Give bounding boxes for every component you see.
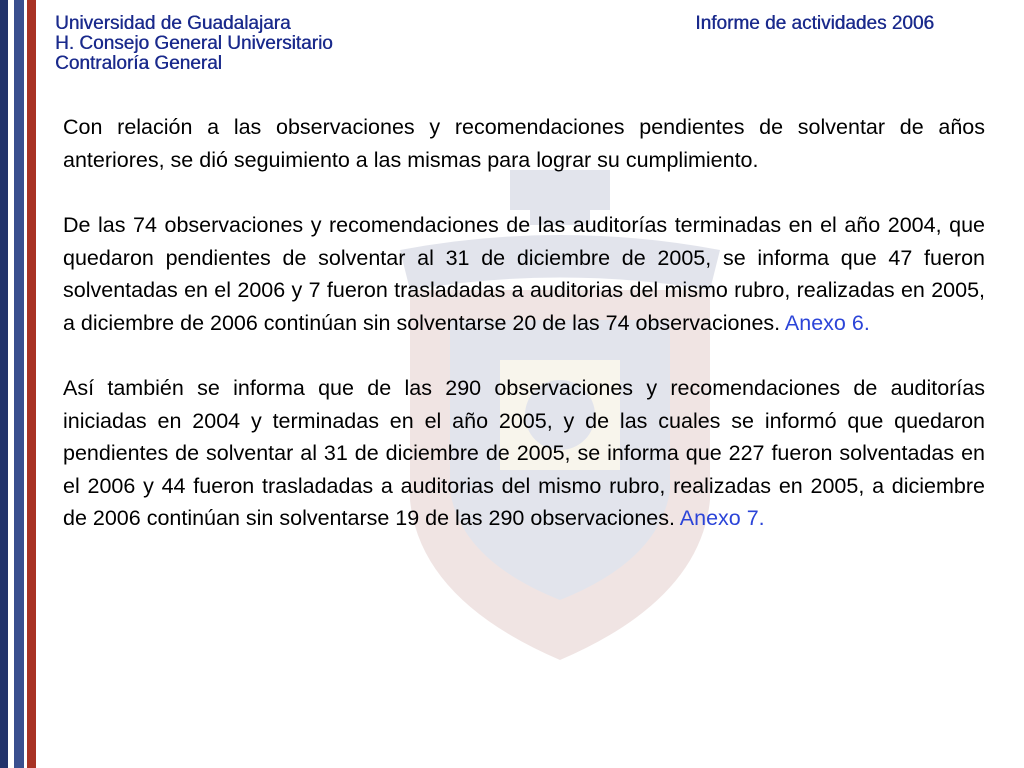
paragraph-intro-text: Con relación a las observaciones y recomendaciones pendientes de solventar de años anteriores, se dió seguimiento a las mismas para lograr su cumplimiento. bbox=[63, 115, 985, 172]
slide-body bbox=[63, 111, 985, 568]
institution-council: H. Consejo General Universitario bbox=[55, 33, 333, 54]
institution-university: Universidad de Guadalajara bbox=[55, 13, 291, 34]
left-stripe-blue bbox=[14, 0, 24, 768]
paragraph-intro bbox=[63, 111, 985, 176]
anexo-7-link[interactable]: Anexo 7. bbox=[679, 506, 765, 530]
left-stripe-white bbox=[36, 0, 38, 768]
paragraph-2005-observations bbox=[63, 372, 985, 535]
left-stripe-blue-dark bbox=[0, 0, 8, 768]
institution-office: Contraloría General bbox=[55, 53, 222, 74]
paragraph-2004-text: De las 74 observaciones y recomendaciones de las auditorías terminadas en el año 2004, que quedaron pendientes de solventar al 31 de diciembre de 2005, se informa que 47 fueron solventadas en el 2006 y 7 fueron trasladadas a auditorias del mismo rubro, realizadas en 2005, a diciembre de 2006 continúan sin solventarse 20 de las 74 observaciones. bbox=[63, 213, 985, 335]
institution-block bbox=[55, 14, 333, 74]
anexo-6-link[interactable]: Anexo 6. bbox=[784, 310, 870, 335]
paragraph-2005-text: Así también se informa que de las 290 observaciones y recomendaciones de auditorías iniciadas en 2004 y terminadas en el año 2005, y de las cuales se informó que quedaron pendientes de solventar al 31 de diciembre de 2005, se informa que 227 fueron solventadas en el 2006 y 44 fueron trasladadas a auditorias del mismo rubro, realizadas en 2005, a diciembre de 2006 continúan sin solventarse 19 de las 290 observaciones. bbox=[63, 376, 985, 530]
report-title bbox=[695, 14, 934, 34]
paragraph-2004-observations bbox=[63, 209, 985, 339]
left-stripe-red bbox=[27, 0, 36, 768]
report-title-text: Informe de actividades 2006 bbox=[695, 13, 934, 34]
